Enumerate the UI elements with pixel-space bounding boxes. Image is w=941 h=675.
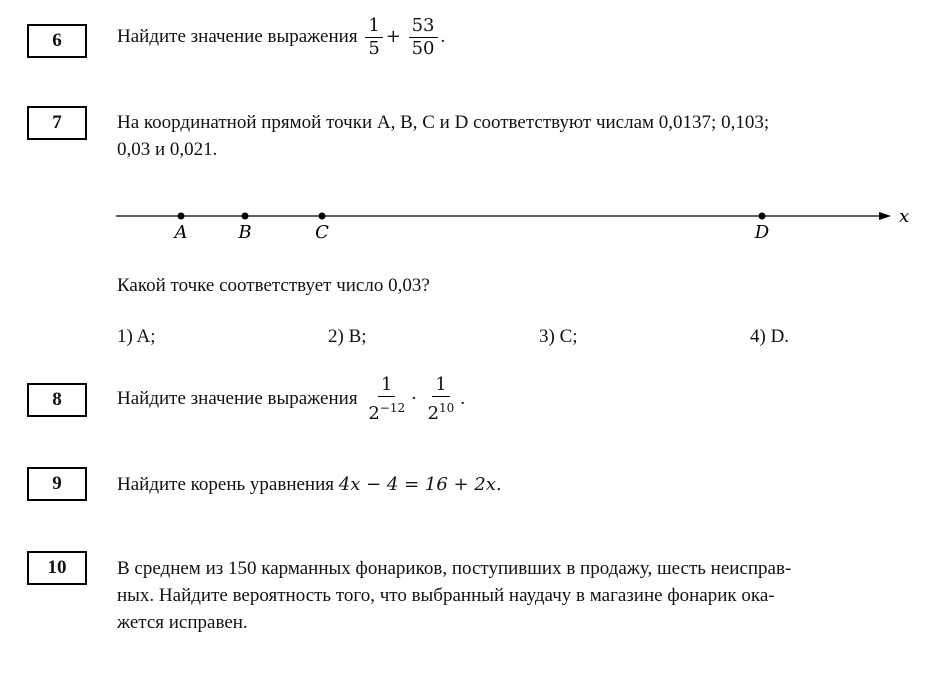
point-b-dot <box>242 213 249 220</box>
fraction-1-over-2-pow-10 <box>425 374 458 425</box>
answer-option-4: 4) D. <box>750 326 790 347</box>
point-c-dot <box>319 213 326 220</box>
answer-option-2: 2) B; <box>328 326 367 347</box>
task-10-line-1: В среднем из 150 карманных фонариков, поступивших в продажу, шесть неисправ- <box>117 558 792 579</box>
fraction-numerator: 1 <box>378 374 395 397</box>
period: . <box>440 25 446 47</box>
answer-option-1: 1) A; <box>117 326 156 347</box>
point-a-dot <box>178 213 185 220</box>
fraction-numerator: 53 <box>409 15 438 38</box>
task-7-line-1: На координатной прямой точки A, B, C и D соответствуют числам 0,0137; 0,103; <box>117 112 770 133</box>
power-base: 2 <box>368 403 380 424</box>
plus-operator: + <box>385 25 401 47</box>
period: . <box>460 387 466 409</box>
task-9-content <box>117 471 502 498</box>
fraction-numerator: 1 <box>432 374 449 397</box>
answer-option-3: 3) C; <box>539 326 578 347</box>
task-9-equation: 4x − 4 = 16 + 2x. <box>338 474 502 495</box>
fraction-1-over-2-pow-neg12 <box>365 374 408 425</box>
task-8-text: Найдите значение выражения <box>117 387 358 409</box>
task-8-content <box>117 374 465 425</box>
task-number-7: 7 <box>27 106 87 140</box>
fraction-denominator <box>365 397 408 425</box>
task-7-question: Какой точке соответствует число 0,03? <box>117 275 430 296</box>
axis-arrow-icon <box>879 212 891 220</box>
task-number-10: 10 <box>27 551 87 585</box>
task-number-8: 8 <box>27 383 87 417</box>
fraction-numerator: 1 <box>365 15 382 38</box>
point-d-dot <box>759 213 766 220</box>
fraction-53-50 <box>409 15 438 60</box>
fraction-denominator <box>425 397 458 425</box>
task-6-text: Найдите значение выражения <box>117 25 358 47</box>
axis-label-x: x <box>899 206 910 227</box>
task-6-content <box>117 15 445 60</box>
point-b-label: B <box>238 222 252 240</box>
power-base: 2 <box>427 403 440 424</box>
multiply-operator: · <box>411 387 417 409</box>
task-10-line-2: ных. Найдите вероятность того, что выбранный наудачу в магазине фонарик ока- <box>117 585 775 606</box>
task-number-9: 9 <box>27 467 87 501</box>
task-number-6: 6 <box>27 24 87 58</box>
point-c-label: C <box>315 222 329 240</box>
number-line <box>0 200 941 240</box>
power-exponent: 10 <box>439 401 455 415</box>
fraction-1-5 <box>365 15 382 60</box>
fraction-denominator: 50 <box>411 38 435 59</box>
point-a-label: A <box>174 222 188 240</box>
fraction-denominator: 5 <box>368 38 380 59</box>
power-exponent: −12 <box>379 401 406 415</box>
task-9-text: Найдите корень уравнения <box>117 474 335 495</box>
task-7-line-2: 0,03 и 0,021. <box>117 139 218 160</box>
point-d-label: D <box>754 222 770 240</box>
task-10-line-3: жется исправен. <box>117 612 248 633</box>
